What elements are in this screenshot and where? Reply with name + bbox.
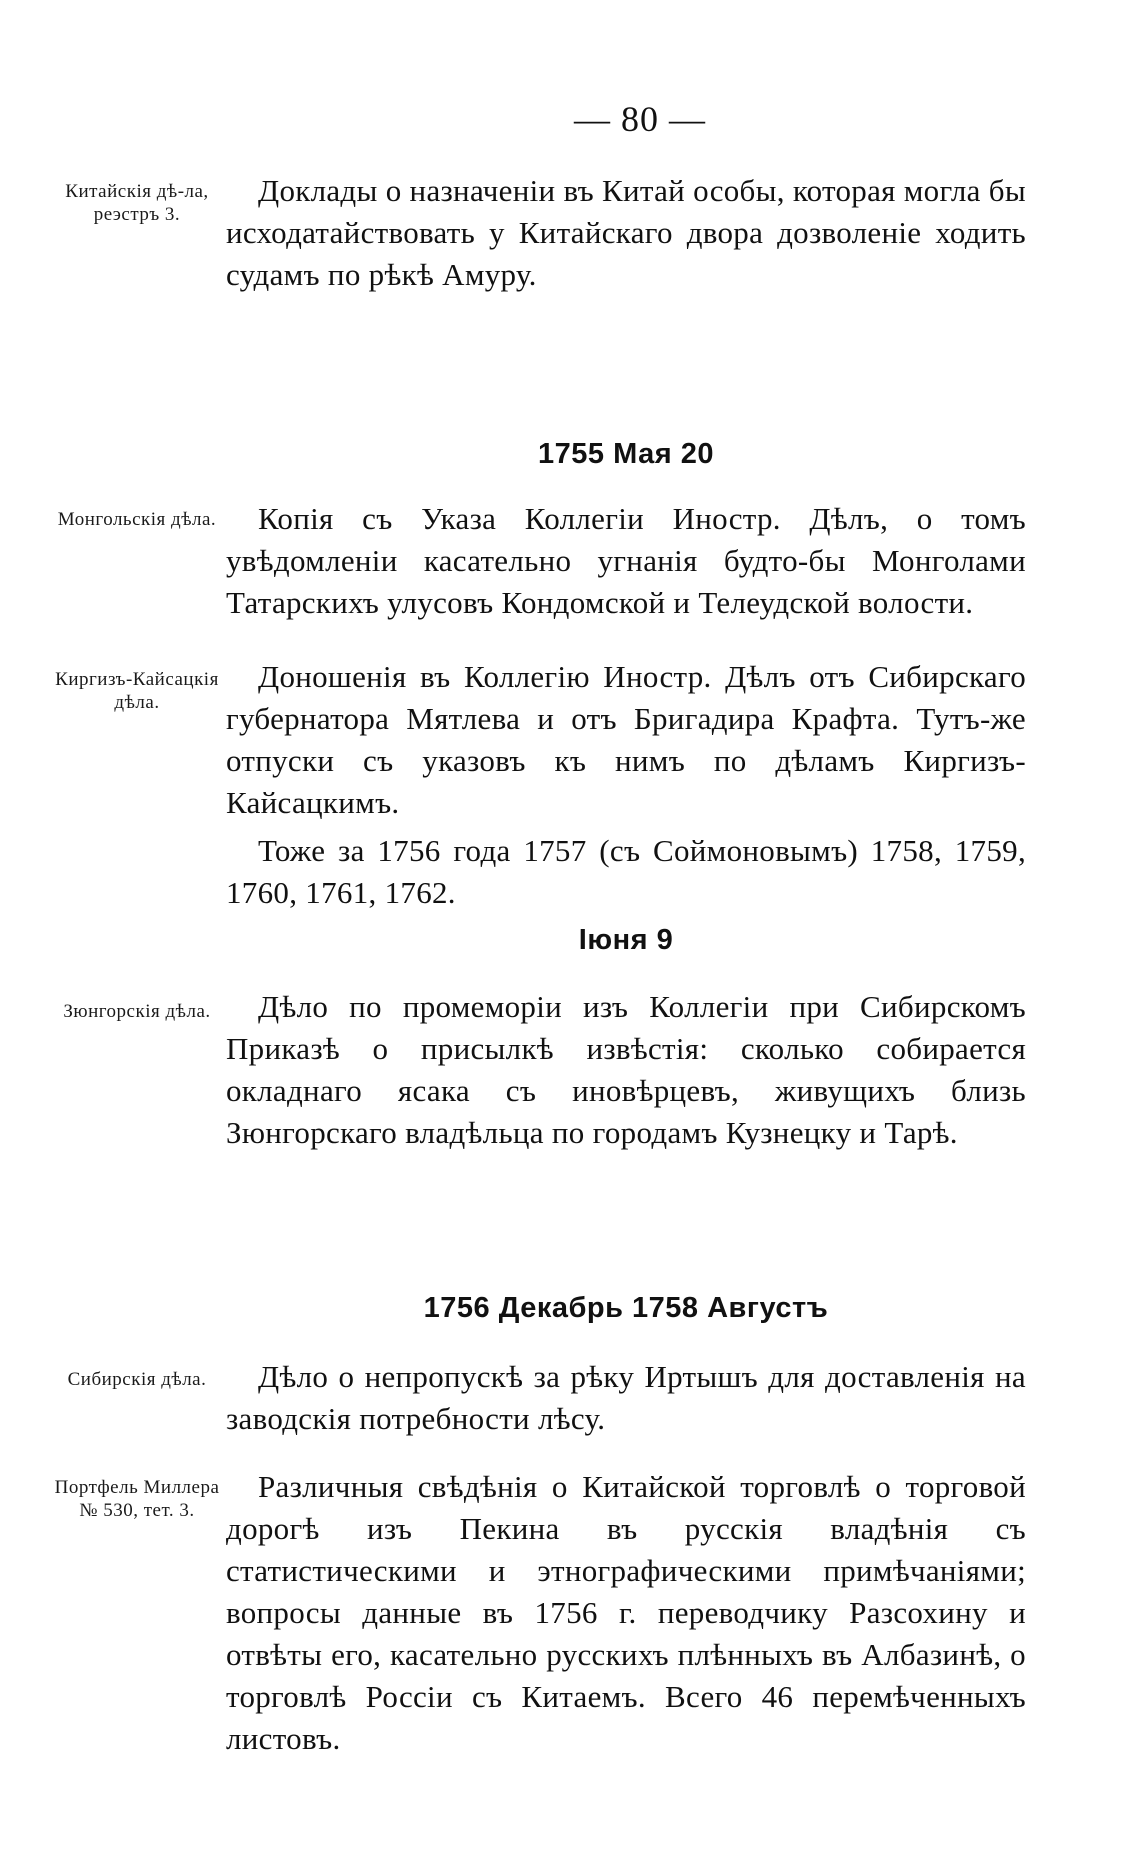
entry-text: Различныя свѣдѣнія о Китайской торговлѣ о торговой дорогѣ изъ Пекина въ русскія владѣнія съ статистическими и этнографическими примѣчаніями; вопросы данные въ 1756 г. переводчику Разсохину и отвѣты его, касательно русскихъ плѣнныхъ въ Албазинѣ, о торговлѣ Россіи съ Китаемъ. Всего 46 перемѣченныхъ листовъ. [226,1469,1026,1756]
margin-note-chinese-affairs: Китайскія дѣ-ла, реэстръ 3. [65,181,209,225]
entry-kirgiz-affairs [226,656,1026,914]
entry-text: Дѣло о непропускѣ за рѣку Иртышъ для доставленія на заводскія потребности лѣсу. [226,1359,1026,1436]
section-heading-1755: 1755 Мая 20 [538,438,714,470]
entry-text-continued: Тоже за 1756 года 1757 (съ Соймоновымъ) 1758, 1759, 1760, 1761, 1762. [226,833,1026,910]
margin-note-miller-portfolio: Портфель Миллера № 530, тет. 3. [54,1477,220,1521]
entry-miller-portfolio [226,1466,1026,1760]
margin-note-zungar-affairs: Зюнгорскія дѣла. [63,1001,211,1022]
entry-text: Доклады о назначеніи въ Китай особы, которая могла бы исходатайствовать у Китайскаго двора дозволеніе ходить судамъ по рѣкѣ Амуру. [226,173,1026,292]
entry-text: Дѣло по промеморіи изъ Коллегіи при Сибирскомъ Приказѣ о присылкѣ извѣстія: сколько собирается окладнаго ясака съ иновѣрцевъ, живущихъ близь Зюнгорскаго владѣльца по городамъ Кузнецку и Тарѣ. [226,989,1026,1150]
entry-siberian-affairs [226,1356,1026,1440]
section-heading-1756: 1756 Декабрь 1758 Августъ [423,1292,829,1324]
margin-note-kirgiz-affairs: Киргизъ-Кайсацкія дѣла. [55,669,219,713]
entry-mongol-affairs [226,498,1026,624]
entry-chinese-affairs [226,170,1026,296]
section-heading-june: Іюня 9 [578,924,674,956]
margin-note-mongol-affairs: Монгольскія дѣла. [57,509,217,530]
entry-text: Копія съ Указа Коллегіи Иностр. Дѣлъ, о томъ увѣдомленіи касательно угнанія будто-бы Монголами Татарскихъ улусовъ Кондомской и Телеудской волости. [226,501,1026,620]
entry-zungar-affairs [226,986,1026,1154]
page-number: — 80 — [574,99,706,139]
entry-text: Доношенія въ Коллегію Иностр. Дѣлъ отъ Сибирскаго губернатора Мятлева и отъ Бригадира Крафта. Тутъ-же отпуски съ указовъ къ нимъ по дѣламъ Киргизъ-Кайсацкимъ. [226,659,1026,820]
margin-note-siberian-affairs: Сибирскія дѣла. [67,1369,207,1390]
